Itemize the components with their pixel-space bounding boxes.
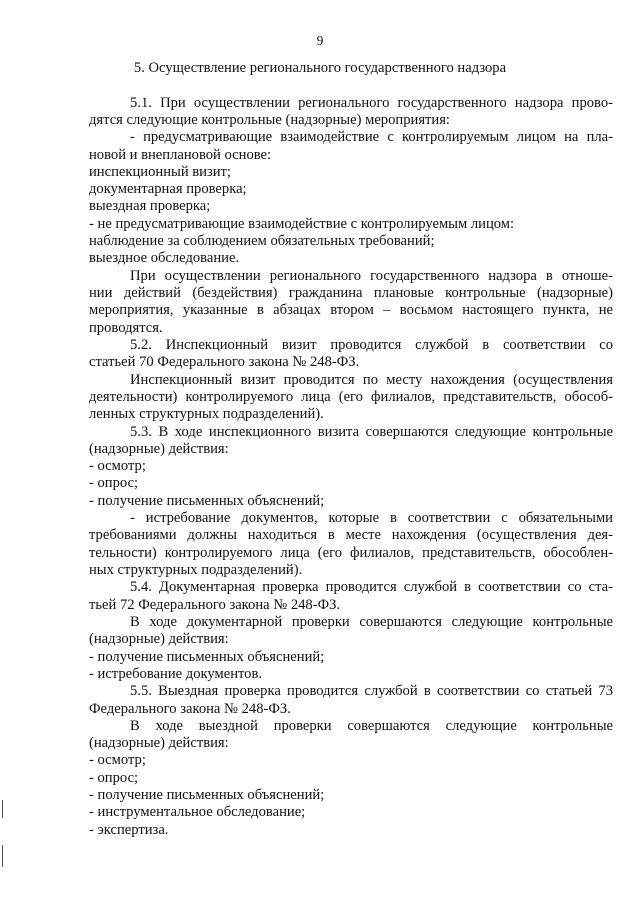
- text-line: наблюдение за соблюдением обязательных требований;: [89, 233, 435, 250]
- section-heading: 5. Осуществление регионального государственного надзора: [133, 60, 507, 76]
- text-line: ных структурных подразделений).: [89, 562, 303, 579]
- text-line: - опрос;: [89, 769, 139, 786]
- text-line: дятся следующие контрольные (надзорные) мероприятия:: [89, 111, 450, 128]
- scan-edge-mark: [2, 800, 3, 818]
- text-line: (надзорные) действия:: [89, 440, 229, 457]
- text-line: выездная проверка;: [89, 198, 211, 215]
- page-number: 9: [316, 33, 324, 48]
- text-line: документарная проверка;: [89, 181, 247, 198]
- text-line: выездное обследование.: [89, 250, 240, 267]
- text-line: требованиями должны находиться в месте нахождения (осуществления дея-: [89, 527, 613, 544]
- text-line: ленных структурных подразделений).: [89, 406, 324, 423]
- text-line: (надзорные) действия:: [89, 631, 229, 648]
- text-line: - истребование документов.: [89, 665, 263, 682]
- text-line: 5.3. В ходе инспекционного визита совершаются следующие контрольные: [130, 423, 613, 440]
- text-line: (надзорные) действия:: [89, 735, 229, 752]
- text-line: тьей 72 Федерального закона № 248-ФЗ.: [89, 596, 341, 613]
- text-line: тельности) контролируемого лица (его филиалов, представительств, обособлен-: [89, 544, 613, 561]
- text-line: В ходе документарной проверки совершаются следующие контрольные: [130, 613, 613, 630]
- text-line: - истребование документов, которые в соответствии с обязательными: [130, 510, 613, 527]
- text-line: мероприятия, указанные в абзацах втором – восьмом настоящего пункта, не: [89, 302, 613, 319]
- text-line: Инспекционный визит проводится по месту нахождения (осуществления: [130, 371, 613, 388]
- scan-edge-mark: [2, 845, 3, 867]
- text-line: - инструментальное обследование;: [89, 804, 306, 821]
- text-line: новой и внеплановой основе:: [89, 146, 272, 163]
- text-line: нии действий (бездействия) гражданина плановые контрольные (надзорные): [89, 285, 613, 302]
- text-line: 5.1. При осуществлении регионального государственного надзора прово-: [130, 94, 613, 111]
- text-line: При осуществлении регионального государственного надзора в отноше-: [130, 267, 613, 284]
- text-line: 5.4. Документарная проверка проводится службой в соответствии со ста-: [130, 579, 613, 596]
- text-line: статьей 70 Федерального закона № 248-ФЗ.: [89, 354, 360, 371]
- text-line: - осмотр;: [89, 458, 146, 475]
- text-line: 5.5. Выездная проверка проводится службой в соответствии со статьей 73: [130, 683, 613, 700]
- text-line: - не предусматривающие взаимодействие с контролируемым лицом:: [89, 215, 515, 232]
- text-line: проводятся.: [89, 319, 163, 336]
- text-line: - экспертиза.: [89, 821, 169, 838]
- text-line: Федерального закона № 248-ФЗ.: [89, 700, 291, 717]
- text-line: - получение письменных объяснений;: [89, 492, 325, 509]
- text-line: деятельности) контролируемого лица (его филиалов, представительств, обособ-: [89, 388, 613, 405]
- text-line: В ходе выездной проверки совершаются следующие контрольные: [130, 717, 613, 734]
- document-body: [89, 95, 613, 839]
- text-line: - получение письменных объяснений;: [89, 648, 325, 665]
- text-line: - предусматривающие взаимодействие с контролируемым лицом на пла-: [130, 129, 613, 146]
- text-line: - получение письменных объяснений;: [89, 787, 325, 804]
- text-line: инспекционный визит;: [89, 163, 231, 180]
- text-line: 5.2. Инспекционный визит проводится службой в соответствии со: [130, 336, 613, 353]
- text-line: - опрос;: [89, 475, 139, 492]
- text-line: - осмотр;: [89, 752, 146, 769]
